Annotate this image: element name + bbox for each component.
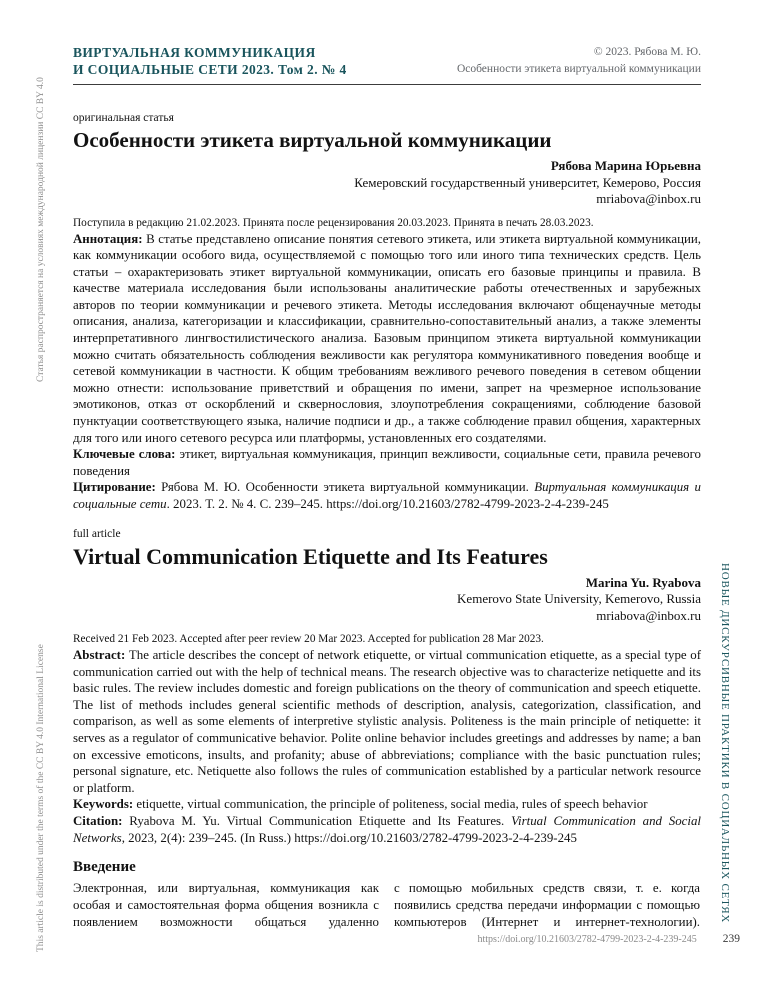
article-type-en: full article [73, 527, 121, 540]
keywords-en [73, 796, 701, 813]
article-title-en: Virtual Communication Etiquette and Its Features [73, 543, 548, 569]
russian-article-block [73, 111, 701, 513]
citation-source-en: Virtual Communication and Social Networks [73, 814, 702, 845]
affiliation-en: Kemerovo State University, Kemerovo, Russia [457, 591, 701, 607]
author-block-ru [73, 158, 701, 208]
introduction-column-left: Электронная, или виртуальная, коммуникация как особая и самостоятельная форма общения возникла с появлением возможности общаться удаленно [73, 881, 379, 930]
page-number: 239 [722, 933, 740, 945]
journal-title [73, 44, 347, 78]
citation-text-en: Ryabova M. Yu. Virtual Communication Etiquette and Its Features. [129, 814, 512, 829]
abstract-text-ru: В статье представлено описание понятия сетевого этикета, или этикета виртуальной коммуникации, как коммуникации особого вида, осуществляемой с помощью того или иного типа технических средств. Цель статьи – охарактеризовать этикет виртуальной коммуникации, описать его базовые принципы и правила. В качестве материала исследования были использованы аналитические работы отечественных и зарубежных авторов по теории коммуникации и речевого этикета. Методы исследования включают общенаучные методы описания, анализа, категоризации и классификации, сравнительно-сопоставительный анализ, а также элементы интерпретативного лингвостилистического анализа. Базовым принципом этикета виртуальной коммуникации можно считать обязательность соблюдения вежливости как регулятора коммуникативного поведения вообще и сетевой коммуникации в частности. К общим требованиям вежливого речевого поведения в сетевом общении можно отнести: использование приветствий и обращения по имени, запрет на чрезмерное использование эмотиконов, отказ от оскорблений и сквернословия, злоупотребления сокращениями, соблюдение базовой пунктуации соответствующего языка, наличие подписи и др., а также соблюдение правил общения, характерных для того или иного сетевого ресурса или платформы, установленных его создателями. [73, 231, 701, 445]
journal-title-line1: ВИРТУАЛЬНАЯ КОММУНИКАЦИЯ [73, 45, 316, 60]
abstract-text-en: The article describes the concept of network etiquette, or virtual communication etiquette, as a special type of communication carried out with the help of technical means. The research objective was to characterize netiquette and its basic rules. The review includes domestic and foreign publications on the theory of communication and speech etiquette. The list of methods includes general scientific methods of description, analysis, categorization, classification, and comparison, as well as some elements of interpretive stylistic analysis. Politeness is the main principle of netiquette: it serves as a regulator of communicative behavior. Polite online behavior includes greetings and addresses by name; a ban on excessive emoticons, insults, and profanity; abuse of abbreviations; compliance with the basic punctuation rules; personal signature, etc. Netiquette also follows the rules of communication established by a particular network resource or platform. [73, 648, 702, 795]
citation-en [73, 813, 701, 846]
page-footer [73, 933, 740, 945]
introduction-heading: Введение [73, 859, 136, 876]
citation-doi-ru[interactable]: https://doi.org/10.21603/2782-4799-2023-2-4-239-245 [326, 497, 609, 511]
header-divider [73, 84, 701, 85]
citation-tail-ru: . 2023. Т. 2. № 4. С. 239–245. [166, 497, 327, 511]
license-note-english: This article is distributed under the terms of the CC BY 4.0 International License [36, 644, 46, 952]
citation-label-ru: Цитирование: [73, 480, 162, 495]
english-article-block [73, 527, 701, 847]
citation-label-en: Citation: [73, 814, 130, 829]
abstract-label-ru: Аннотация: [73, 231, 147, 246]
abstract-label-en: Abstract: [73, 648, 129, 663]
author-block-en [73, 575, 701, 625]
keywords-text-en: etiquette, virtual communication, the principle of politeness, social media, rules of speech behavior [136, 797, 648, 812]
citation-text-ru: Рябова М. Ю. Особенности этикета виртуальной коммуникации. [161, 480, 535, 495]
keywords-label-en: Keywords: [73, 797, 137, 812]
citation-ru [73, 479, 701, 512]
section-rubric-vertical: НОВЫЕ ДИСКУРСИВНЫЕ ПРАКТИКИ В СОЦИАЛЬНЫХ СЕТЯХ [719, 563, 731, 924]
citation-doi-en[interactable]: https://doi.org/10.21603/2782-4799-2023-2-4-239-245 [294, 830, 577, 845]
author-name-ru: Рябова Марина Юрьевна [550, 158, 701, 173]
affiliation-ru: Кемеровский государственный университет, Кемерово, Россия [354, 174, 701, 190]
introduction-columns [73, 880, 701, 931]
page-header [73, 44, 701, 78]
running-title: Особенности этикета виртуальной коммуникации [456, 63, 701, 75]
keywords-label-ru: Ключевые слова: [73, 447, 180, 462]
author-email-en[interactable]: mriabova@inbox.ru [596, 607, 701, 623]
abstract-en [73, 647, 701, 796]
article-title-ru: Особенности этикета виртуальной коммуникации [73, 128, 552, 152]
author-email-ru[interactable]: mriabova@inbox.ru [596, 191, 701, 206]
dates-line-ru: Поступила в редакцию 21.02.2023. Принята после рецензирования 20.03.2023. Принята в печать 28.03.2023. [73, 216, 594, 229]
footer-doi-link[interactable]: https://doi.org/10.21603/2782-4799-2023-2-4-239-245 [477, 934, 697, 945]
running-head [457, 44, 701, 78]
article-type-ru: оригинальная статья [73, 112, 174, 124]
introduction-column-right: с помощью мобильных средств связи, т. е. когда появились средства передачи информации с помощью компьютеров (Интернет и интернет-технологии). [394, 881, 700, 930]
abstract-ru [73, 231, 701, 447]
page-content [73, 44, 701, 931]
license-note-russian: Статья распространяется на условиях международной лицензии CC BY 4.0 [36, 77, 46, 382]
keywords-text-ru: этикет, виртуальная коммуникация, принцип вежливости, социальные сети, правила речевого поведения [73, 447, 701, 478]
citation-source-ru: Виртуальная коммуникация и социальные сети [73, 480, 701, 511]
author-name-en: Marina Yu. Ryabova [585, 574, 701, 590]
introduction-section [73, 858, 701, 931]
keywords-ru [73, 446, 701, 479]
dates-line-en: Received 21 Feb 2023. Accepted after peer review 20 Mar 2023. Accepted for publication 28 Mar 2023. [73, 633, 544, 646]
journal-title-line2: И СОЦИАЛЬНЫЕ СЕТИ 2023. Том 2. № 4 [73, 62, 347, 77]
copyright-line: © 2023. Рябова М. Ю. [593, 46, 701, 58]
citation-tail-en: , 2023, 2(4): 239–245. (In Russ.) [121, 830, 295, 845]
